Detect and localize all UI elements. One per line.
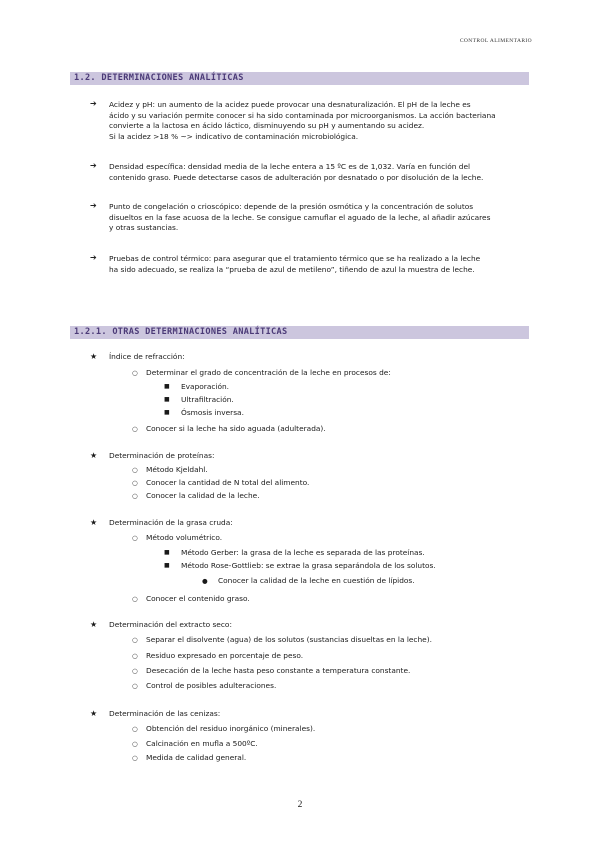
list-item-level3: ■ Ósmosis inversa.	[164, 408, 244, 417]
subsection-heading-bar	[70, 326, 529, 339]
list-item-level3: ■ Ultrafiltración.	[164, 395, 234, 404]
section-heading-bar	[70, 72, 529, 85]
list-item-level2: ○ Conocer el contenido graso.	[132, 594, 250, 603]
square-bullet-icon: ■	[164, 383, 170, 390]
list-item-level2: ○ Separar el disolvente (agua) de los solutos (sustancias disueltas en la leche).	[132, 635, 432, 644]
list-item-level2: ○ Desecación de la leche hasta peso constante a temperatura constante.	[132, 666, 411, 675]
list-item-level1: ★ Determinación de proteínas:	[90, 451, 215, 460]
list-item-level2: ○ Calcinación en mufla a 500ºC.	[132, 739, 258, 748]
text-line: ácido y su variación permite conocer si ha sido contaminada por microorganismos. La acción bacteriana	[109, 110, 496, 120]
list-item-level3: ■ Método Gerber: la grasa de la leche es separada de las proteínas.	[164, 548, 425, 557]
star-bullet-icon: ★	[90, 709, 98, 718]
arrow-bullet-icon: ➔	[90, 99, 97, 108]
list-item-level2: ○ Control de posibles adulteraciones.	[132, 681, 277, 690]
subsection-title: 1.2.1. OTRAS DETERMINACIONES ANALÍTICAS	[74, 327, 288, 337]
circle-bullet-icon: ○	[132, 754, 138, 762]
list-item-level4: ● Conocer la calidad de la leche en cuestión de lípidos.	[202, 576, 415, 585]
list-item-level2: ○ Conocer si la leche ha sido aguada (adulterada).	[132, 424, 326, 433]
section-title: 1.2. DETERMINACIONES ANALÍTICAS	[74, 73, 244, 83]
text-line: ha sido adecuado, se realiza la “prueba de azul de metileno”, tiñendo de azul la muestra de leche.	[109, 264, 475, 274]
circle-bullet-icon: ○	[132, 425, 138, 433]
list-item-level1: ★ Determinación de las cenizas:	[90, 709, 221, 718]
circle-bullet-icon: ○	[132, 534, 138, 542]
list-item-level3: ■ Método Rose-Gottlieb: se extrae la grasa separándola de los solutos.	[164, 561, 436, 570]
text-line: convierte a la lactosa en ácido láctico, disminuyendo su pH y aumentando su acidez.	[109, 121, 425, 131]
star-bullet-icon: ★	[90, 352, 98, 361]
list-item-level2: ○ Conocer la cantidad de N total del alimento.	[132, 478, 310, 487]
text-line: contenido graso. Puede detectarse casos de adulteración por desnatado o por disolución de la leche.	[109, 172, 484, 182]
list-item-level1: ★ Determinación de la grasa cruda:	[90, 518, 233, 527]
square-bullet-icon: ■	[164, 549, 170, 556]
list-item-level3: ■ Evaporación.	[164, 382, 230, 391]
text-line: Densidad específica: densidad media de la leche entera a 15 ºC es de 1,032. Varía en función del	[109, 162, 471, 171]
circle-bullet-icon: ○	[132, 740, 138, 748]
list-item-level1: ★ Determinación del extracto seco:	[90, 620, 232, 629]
arrow-bullet-icon: ➔	[90, 161, 97, 170]
text-line: disueltos en la fase acuosa de la leche. Se consigue camuflar el aguado de la leche, al añadir azúcares	[109, 212, 491, 222]
circle-bullet-icon: ○	[132, 652, 138, 660]
circle-bullet-icon: ○	[132, 667, 138, 675]
paragraph-acidez	[90, 100, 530, 142]
list-item-level2: ○ Conocer la calidad de la leche.	[132, 491, 260, 500]
circle-bullet-icon: ○	[132, 492, 138, 500]
circle-bullet-icon: ○	[132, 636, 138, 644]
list-item-level2: ○ Determinar el grado de concentración de la leche en procesos de:	[132, 368, 391, 377]
circle-bullet-icon: ○	[132, 369, 138, 377]
star-bullet-icon: ★	[90, 518, 98, 527]
arrow-bullet-icon: ➔	[90, 253, 97, 262]
circle-bullet-icon: ○	[132, 595, 138, 603]
square-bullet-icon: ■	[164, 409, 170, 416]
list-item-level1: ★ Índice de refracción:	[90, 352, 185, 361]
star-bullet-icon: ★	[90, 451, 98, 460]
dot-bullet-icon: ●	[202, 577, 208, 585]
circle-bullet-icon: ○	[132, 479, 138, 487]
circle-bullet-icon: ○	[132, 682, 138, 690]
list-item-level2: ○ Medida de calidad general.	[132, 753, 247, 762]
text-line: y otras sustancias.	[109, 223, 179, 233]
paragraph-punto-congelacion	[90, 202, 530, 234]
list-item-level2: ○ Método volumétrico.	[132, 533, 223, 542]
text-line: Pruebas de control térmico: para asegurar que el tratamiento térmico que se ha realizado a la leche	[109, 254, 481, 263]
text-line: Si la acidez >18 % ~> indicativo de contaminación microbiológica.	[109, 131, 359, 141]
running-header: CONTROL ALIMENTARIO	[459, 38, 532, 44]
paragraph-densidad	[90, 162, 530, 183]
text-line: Acidez y pH: un aumento de la acidez puede provocar una desnaturalización. El pH de la leche es	[109, 100, 471, 109]
star-bullet-icon: ★	[90, 620, 98, 629]
text-line: Punto de congelación o crioscópico: depende de la presión osmótica y la concentración de solutos	[109, 202, 474, 211]
page-number: 2	[297, 800, 303, 810]
list-item-level2: ○ Método Kjeldahl.	[132, 465, 208, 474]
square-bullet-icon: ■	[164, 396, 170, 403]
circle-bullet-icon: ○	[132, 725, 138, 733]
list-item-level2: ○ Obtención del residuo inorgánico (minerales).	[132, 724, 316, 733]
arrow-bullet-icon: ➔	[90, 201, 97, 210]
square-bullet-icon: ■	[164, 562, 170, 569]
list-item-level2: ○ Residuo expresado en porcentaje de peso.	[132, 651, 304, 660]
circle-bullet-icon: ○	[132, 466, 138, 474]
paragraph-control-termico	[90, 254, 530, 275]
